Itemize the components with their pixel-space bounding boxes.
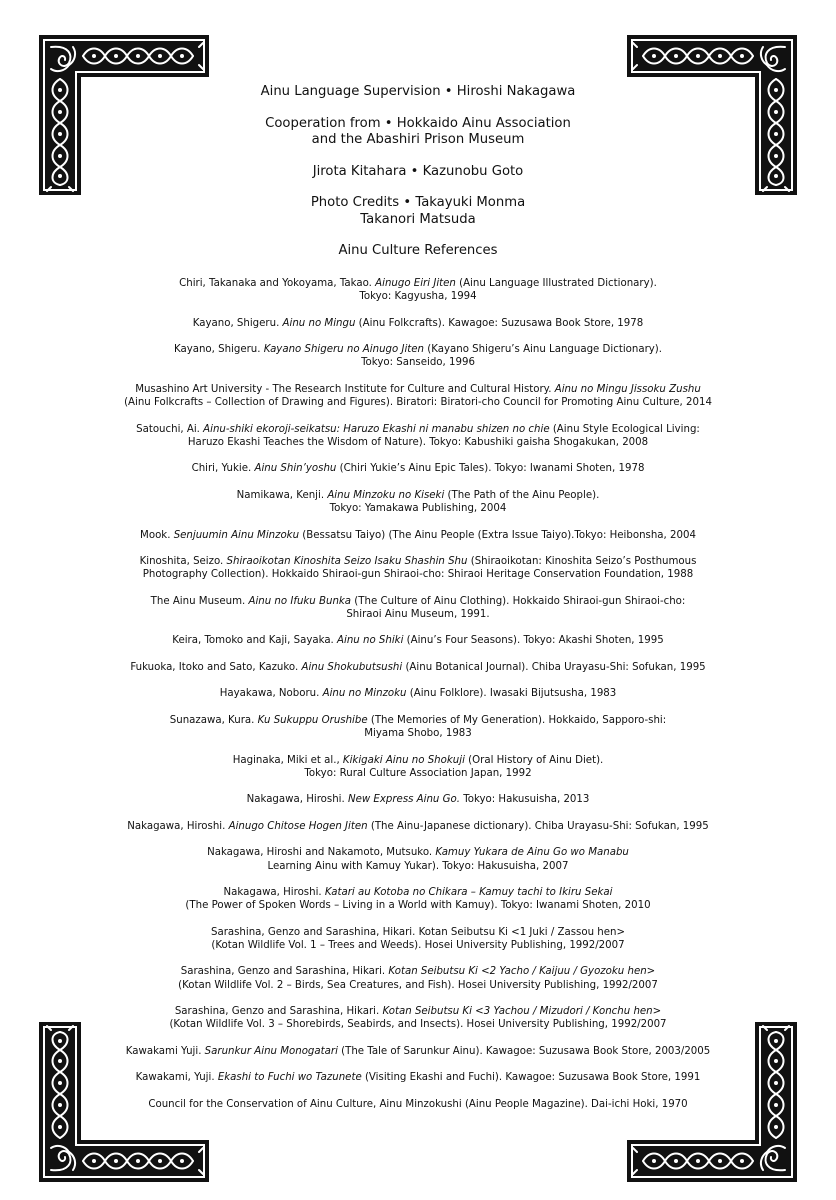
references-heading: Ainu Culture References (338, 243, 498, 258)
reference-line (90, 899, 746, 912)
reference-text: Kayano, Shigeru. (173, 344, 264, 356)
reference-text: (The Tale of Sarunkur Ainu). Kawagoe: Suzusawa Book Store, 2003/2005 (337, 1045, 711, 1057)
reference-title: New Express Ainu Go. (347, 794, 460, 806)
reference-item (90, 595, 746, 621)
reference-text: Nakagawa, Hiroshi. (223, 887, 325, 899)
reference-text: Haginaka, Miki et al., (232, 754, 343, 766)
reference-text: Satouchi, Ai. (136, 423, 204, 435)
reference-item (90, 462, 746, 475)
reference-text: (The Power of Spoken Words – Living in a World with Kamuy). Tokyo: Iwanami Shoten, 2010 (185, 900, 651, 912)
reference-title: Kamuy Yukara de Ainu Go wo Manabu (435, 847, 629, 859)
credit-cooperation-line1: Cooperation from • Hokkaido Ainu Association (265, 115, 571, 131)
reference-line (90, 568, 746, 581)
reference-item (90, 634, 746, 647)
reference-text: Namikawa, Kenji. (236, 489, 328, 501)
reference-text: Kawakami, Yuji. (135, 1072, 218, 1084)
reference-text: Tokyo: Yamakawa Publishing, 2004 (329, 503, 507, 515)
reference-text: (Ainu Folklore). Iwasaki Bijutsusha, 1983 (406, 688, 617, 700)
reference-line (90, 423, 746, 436)
reference-text: Kawakami Yuji. (125, 1045, 205, 1057)
reference-title: Ku Sukuppu Orushibe (257, 714, 368, 726)
reference-line (90, 820, 746, 833)
reference-line (90, 595, 746, 608)
reference-text: Shiraoi Ainu Museum, 1991. (346, 608, 490, 620)
reference-text: Haruzo Ekashi Teaches the Wisdom of Nature). Tokyo: Kabushiki gaisha Shogakukan, 2008 (187, 436, 649, 448)
reference-item (90, 555, 746, 581)
reference-item (90, 820, 746, 833)
reference-title: Senjuumin Ainu Minzoku (173, 529, 300, 541)
reference-text: (Oral History of Ainu Diet). (464, 754, 604, 766)
reference-line (90, 502, 746, 515)
credit-cooperation-line2: and the Abashiri Prison Museum (311, 132, 525, 147)
references-heading-block (0, 243, 836, 260)
reference-line (90, 754, 746, 767)
credit-people (0, 164, 836, 181)
reference-text: (Shiraoikotan: Kinoshita Seizo’s Posthumous (467, 556, 697, 568)
reference-text: Miyama Shobo, 1983 (364, 728, 472, 740)
reference-title: Ainu no Ifuku Bunka (248, 595, 352, 607)
reference-text: (Kayano Shigeru’s Ainu Language Dictionary). (424, 344, 663, 356)
reference-title: Katari au Kotoba no Chikara – Kamuy tachi to Ikiru Sekai (324, 887, 613, 899)
reference-line (90, 1098, 746, 1111)
reference-item (90, 846, 746, 872)
reference-text: Kayano, Shigeru. (192, 317, 283, 329)
reference-item (90, 661, 746, 674)
reference-line (90, 634, 746, 647)
reference-title: Kikigaki Ainu no Shokuji (342, 754, 465, 766)
reference-item (90, 1005, 746, 1031)
reference-line (90, 846, 746, 859)
reference-item (90, 965, 746, 991)
reference-text: Learning Ainu with Kamuy Yukar). Tokyo: Hakusuisha, 2007 (267, 860, 569, 872)
reference-text: (Kotan Wildlife Vol. 3 – Shorebirds, Seabirds, and Insects). Hosei University Publishing, 1992/2007 (169, 1019, 667, 1031)
reference-item (90, 1045, 746, 1058)
reference-line (90, 1071, 746, 1084)
reference-text: Council for the Conservation of Ainu Culture, Ainu Minzokushi (Ainu People Magazine). Dai-ichi Hoki, 1970 (148, 1098, 688, 1110)
reference-line (90, 356, 746, 369)
credit-photo-line2: Takanori Matsuda (360, 211, 476, 227)
reference-item (90, 793, 746, 806)
reference-title: Ekashi to Fuchi wo Tazunete (217, 1072, 362, 1084)
reference-line (90, 714, 746, 727)
reference-item (90, 754, 746, 780)
reference-text: The Ainu Museum. (150, 595, 249, 607)
reference-line (90, 687, 746, 700)
credit-photo-line1: Photo Credits • Takayuki Monma (310, 195, 526, 210)
credit-photo (0, 195, 836, 228)
reference-title: Sarunkur Ainu Monogatari (204, 1045, 338, 1057)
reference-line (90, 1005, 746, 1018)
reference-item (90, 423, 746, 449)
reference-text: (Bessatsu Taiyo) (The Ainu People (Extra Issue Taiyo).Tokyo: Heibonsha, 2004 (299, 529, 696, 541)
reference-text: Mook. (140, 529, 174, 541)
reference-line (90, 886, 746, 899)
reference-text: Kinoshita, Seizo. (139, 556, 227, 568)
reference-line (90, 489, 746, 502)
reference-title: Ainu no Minzoku (322, 688, 407, 700)
reference-line (90, 939, 746, 952)
reference-line (90, 1045, 746, 1058)
reference-text: Sarashina, Genzo and Sarashina, Hikari. (180, 966, 389, 978)
reference-title: Ainu Shokubutsushi (301, 661, 403, 673)
reference-item (90, 1098, 746, 1111)
reference-text: (Ainu Botanical Journal). Chiba Urayasu-Shi: Sofukan, 1995 (402, 661, 706, 673)
reference-title: Ainugo Eiri Jiten (375, 278, 456, 289)
reference-title: Kotan Seibutsu Ki <3 Yachou / Mizudori / Konchu hen> (382, 1006, 662, 1018)
reference-line (90, 661, 746, 674)
reference-text: (Ainu Folkcrafts). Kawagoe: Suzusawa Book Store, 1978 (355, 317, 644, 329)
reference-text: Photography Collection). Hokkaido Shiraoi-gun Shiraoi-cho: Shiraoi Heritage Conservation Foundation, 1988 (142, 569, 694, 581)
credit-cooperation (0, 116, 836, 149)
reference-line (90, 608, 746, 621)
reference-text: Nakagawa, Hiroshi. (246, 794, 348, 806)
reference-text: Tokyo: Hakusuisha, 2013 (460, 794, 590, 806)
reference-line (90, 317, 746, 330)
credit-language-text: Ainu Language Supervision • Hiroshi Nakagawa (260, 84, 576, 99)
reference-line (90, 860, 746, 873)
reference-line (90, 383, 746, 396)
reference-item (90, 1071, 746, 1084)
reference-text: (The Path of the Ainu People). (444, 489, 600, 501)
reference-line (90, 290, 746, 303)
reference-title: Shiraoikotan Kinoshita Seizo Isaku Shashin Shu (226, 556, 468, 568)
reference-text: (Kotan Wildlife Vol. 1 – Trees and Weeds). Hosei University Publishing, 1992/2007 (211, 939, 625, 951)
reference-text: (Ainu Folkcrafts – Collection of Drawing and Figures). Biratori: Biratori-cho Council for Promoting Ainu Culture, 2014 (124, 397, 712, 409)
reference-text: Fukuoka, Itoko and Sato, Kazuko. (130, 661, 302, 673)
reference-text: Nakagawa, Hiroshi. (127, 820, 229, 832)
reference-text: Hayakawa, Noboru. (219, 688, 323, 700)
reference-line (90, 277, 746, 290)
reference-text: Musashino Art University - The Research Institute for Culture and Cultural History. (135, 383, 555, 395)
reference-line (90, 793, 746, 806)
reference-text: (Visiting Ekashi and Fuchi). Kawagoe: Suzusawa Book Store, 1991 (361, 1072, 701, 1084)
reference-item (90, 383, 746, 409)
reference-item (90, 687, 746, 700)
reference-text: Tokyo: Rural Culture Association Japan, 1992 (304, 767, 532, 779)
credit-language (0, 84, 836, 101)
reference-text: (Ainu’s Four Seasons). Tokyo: Akashi Shoten, 1995 (403, 635, 664, 647)
reference-title: Ainu-shiki ekoroji-seikatsu: Haruzo Ekashi ni manabu shizen no chie (203, 423, 550, 435)
reference-line (90, 462, 746, 475)
reference-text: Tokyo: Kagyusha, 1994 (359, 291, 477, 303)
reference-title: Ainu no Mingu Jissoku Zushu (554, 383, 701, 395)
reference-line (90, 529, 746, 542)
credits-block (0, 84, 836, 275)
reference-item (90, 926, 746, 952)
reference-line (90, 555, 746, 568)
reference-item (90, 529, 746, 542)
reference-line (90, 396, 746, 409)
reference-line (90, 979, 746, 992)
reference-line (90, 767, 746, 780)
reference-title: Ainu Shin’yoshu (254, 463, 337, 475)
reference-item (90, 489, 746, 515)
reference-text: Sarashina, Genzo and Sarashina, Hikari. (174, 1006, 383, 1018)
references-list (90, 277, 746, 1124)
reference-line (90, 1018, 746, 1031)
reference-title: Ainu Minzoku no Kiseki (327, 489, 445, 501)
reference-text: (The Ainu-Japanese dictionary). Chiba Urayasu-Shi: Sofukan, 1995 (367, 820, 709, 832)
reference-title: Ainu no Mingu (282, 317, 356, 329)
credit-people-text: Jirota Kitahara • Kazunobu Goto (312, 163, 524, 179)
reference-title: Kotan Seibutsu Ki <2 Yacho / Kaijuu / Gyozoku hen> (388, 966, 656, 978)
reference-text: (Chiri Yukie’s Ainu Epic Tales). Tokyo: Iwanami Shoten, 1978 (336, 463, 645, 475)
reference-text: (The Culture of Ainu Clothing). Hokkaido Shiraoi-gun Shiraoi-cho: (351, 595, 686, 607)
reference-item (90, 277, 746, 303)
reference-text: Sunazawa, Kura. (169, 714, 258, 726)
reference-line (90, 436, 746, 449)
reference-title: Ainugo Chitose Hogen Jiten (228, 820, 368, 832)
reference-line (90, 343, 746, 356)
reference-text: Chiri, Takanaka and Yokoyama, Takao. (179, 278, 376, 289)
reference-text: Nakagawa, Hiroshi and Nakamoto, Mutsuko. (207, 847, 436, 859)
reference-line (90, 965, 746, 978)
reference-text: (Ainu Style Ecological Living: (549, 423, 700, 435)
reference-item (90, 343, 746, 369)
reference-text: Chiri, Yukie. (191, 463, 255, 475)
reference-title: Ainu no Shiki (337, 635, 404, 647)
reference-text: Tokyo: Sanseido, 1996 (361, 357, 475, 369)
reference-item (90, 886, 746, 912)
reference-text: Sarashina, Genzo and Sarashina, Hikari. Kotan Seibutsu Ki <1 Juki / Zassou hen> (210, 926, 626, 938)
reference-title: Kayano Shigeru no Ainugo Jiten (263, 344, 425, 356)
reference-text: (Ainu Language Illustrated Dictionary). (455, 278, 657, 289)
reference-line (90, 926, 746, 939)
reference-item (90, 317, 746, 330)
reference-item (90, 714, 746, 740)
reference-text: (Kotan Wildlife Vol. 2 – Birds, Sea Creatures, and Fish). Hosei University Publishing, 1992/2007 (178, 979, 658, 991)
reference-text: Keira, Tomoko and Kaji, Sayaka. (172, 635, 338, 647)
reference-text: (The Memories of My Generation). Hokkaido, Sapporo-shi: (367, 714, 667, 726)
reference-line (90, 727, 746, 740)
